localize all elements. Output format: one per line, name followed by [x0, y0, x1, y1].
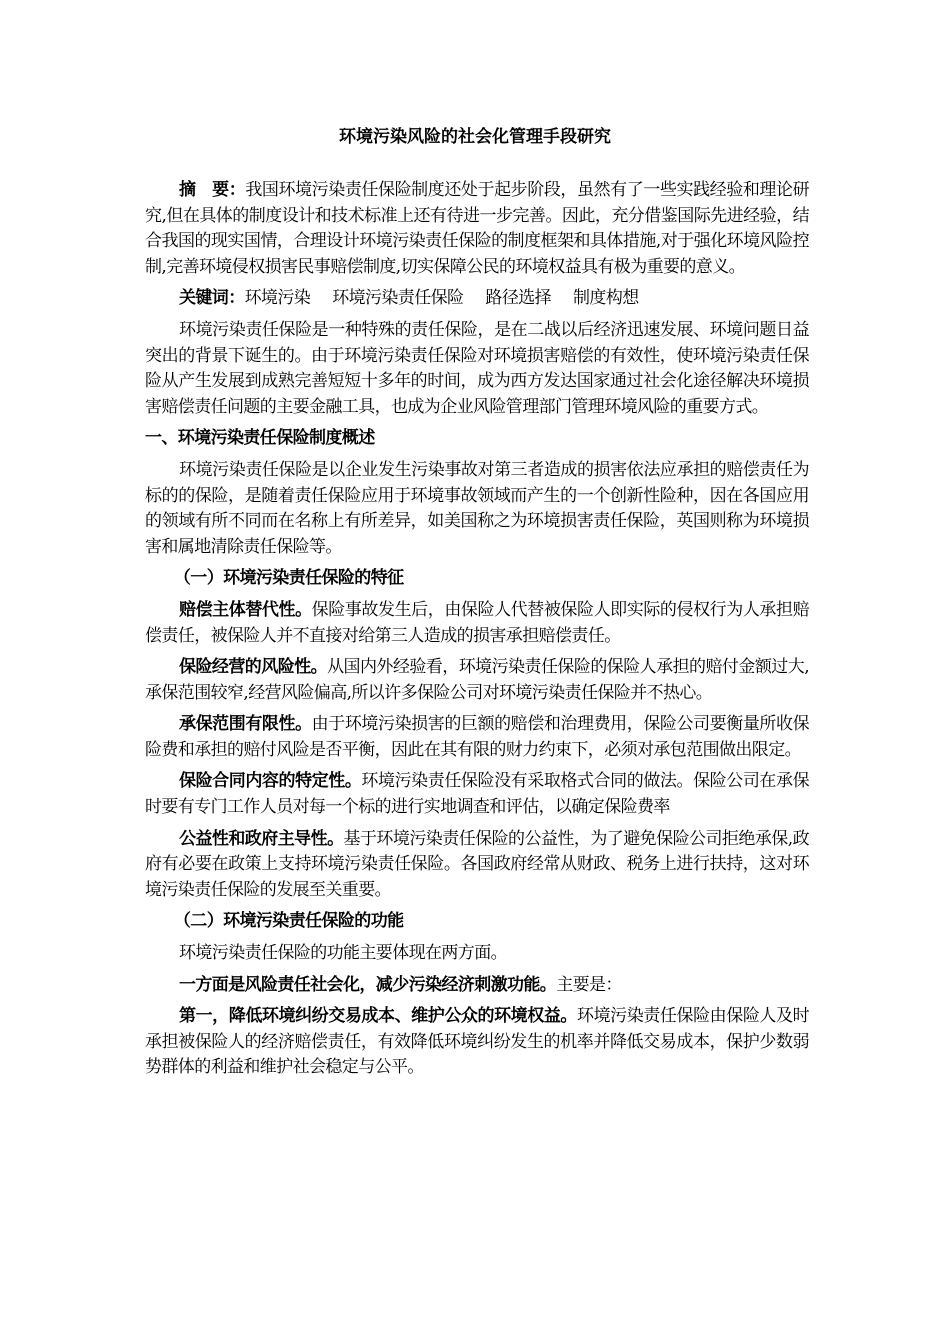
keywords-paragraph — [145, 286, 809, 312]
function-intro: 环境污染责任保险的功能主要体现在两方面。 — [179, 943, 507, 964]
function-text: 主要是： — [556, 974, 622, 995]
section-heading: 一、环境污染责任保险制度概述 — [145, 428, 375, 449]
feature-text: 从国内外经验看，环境污染责任保险的保险人承担的赔付金额过大,承保范围较窄,经营风险偏高,所以许多保险公司对环境污染责任保险并不热心。 — [145, 657, 809, 703]
feature-text: 保险事故发生后，由保险人代替被保险人即实际的侵权行为人承担赔偿责任，被保险人并不直接对给第三人造成的损害承担赔偿责任。 — [145, 599, 809, 646]
abstract-label: 摘 要： — [179, 180, 246, 200]
feature-lead: 赔偿主体替代性。 — [179, 599, 312, 620]
feature-lead: 保险经营的风险性。 — [179, 657, 328, 678]
keywords-label: 关键词： — [179, 288, 245, 309]
feature-paragraph — [145, 655, 809, 706]
keyword: 环境污染 — [244, 288, 311, 309]
function-paragraph — [145, 973, 809, 999]
function-lead: 一方面是风险责任社会化，减少污染经济刺激功能。 — [179, 974, 557, 995]
keyword: 路径选择 — [485, 288, 552, 309]
intro-paragraph: 环境污染责任保险是一种特殊的责任保险，是在二战以后经济迅速发展、环境问题日益突出的背景下诞生的。由于环境污染责任保险对环境损害赔偿的有效性，使环境污染责任保险从产生发展到成熟完善短短十多年的时间，成为西方发达国家通过社会化途径解决环境损害赔偿责任问题的主要金融工具，也成为企业风险管理部门管理环境风险的重要方式。 — [145, 319, 809, 417]
subsection-heading: （一）环境污染责任保险的特征 — [173, 568, 404, 589]
abstract-paragraph — [145, 178, 809, 280]
section-paragraph: 环境污染责任保险是以企业发生污染事故对第三者造成的损害依法应承担的赔偿责任为标的的保险，是随着责任保险应用于环境事故领域而产生的一个创新性险种，因在各国应用的领域有所不同而在名称上有所差异，如美国称之为环境损害责任保险，英国则称为环境损害和属地清除责任保险等。 — [145, 459, 809, 557]
keyword: 制度构想 — [573, 288, 639, 309]
abstract-text: 我国环境污染责任保险制度还处于起步阶段，虽然有了一些实践经验和理论研究,但在具体的制度设计和技术标准上还有待进一步完善。因此，充分借鉴国际先进经验，结合我国的现实国情，合理设计环境污染责任保险的制度框架和具体措施,对于强化环境风险控制,完善环境侵权损害民事赔偿制度,切实保障公民的环境权益具有极为重要的意义。 — [145, 180, 809, 277]
feature-text: 由于环境污染损害的巨额的赔偿和治理费用，保险公司要衡量所收保险费和承担的赔付风险是否平衡，因此在其有限的财力约束下，必须对承包范围做出限定。 — [145, 714, 809, 760]
document-title: 环境污染风险的社会化管理手段研究 — [339, 127, 611, 147]
feature-lead: 承保范围有限性。 — [179, 714, 312, 735]
function-lead: 第一，降低环境纠纷交易成本、维护公众的环境权益。 — [179, 1006, 577, 1027]
document-body — [145, 178, 809, 1081]
keyword: 环境污染责任保险 — [332, 288, 464, 309]
subsection-heading: （二）环境污染责任保险的功能 — [173, 911, 404, 932]
feature-text: 基于环境污染责任保险的公益性，为了避免保险公司拒绝承保,政府有必要在政策上支持环境污染责任保险。各国政府经常从财政、税务上进行扶持，这对环境污染责任保险的发展至关重要。 — [145, 828, 809, 900]
feature-paragraph — [145, 769, 809, 820]
feature-paragraph — [145, 712, 809, 763]
feature-lead: 保险合同内容的特定性。 — [179, 771, 362, 792]
feature-lead: 公益性和政府主导性。 — [179, 828, 344, 849]
feature-text: 环境污染责任保险没有采取格式合同的做法。保险公司在承保时要有专门工作人员对每一个标的进行实地调查和评估，以确定保险费率 — [145, 771, 809, 818]
feature-paragraph — [145, 827, 809, 904]
feature-paragraph — [145, 598, 809, 649]
function-text: 环境污染责任保险由保险人及时承担被保险人的经济赔偿责任，有效降低环境纠纷发生的机率并降低交易成本，保护少数弱势群体的利益和维护社会稳定与公平。 — [145, 1006, 809, 1078]
function-paragraph — [145, 1004, 809, 1081]
